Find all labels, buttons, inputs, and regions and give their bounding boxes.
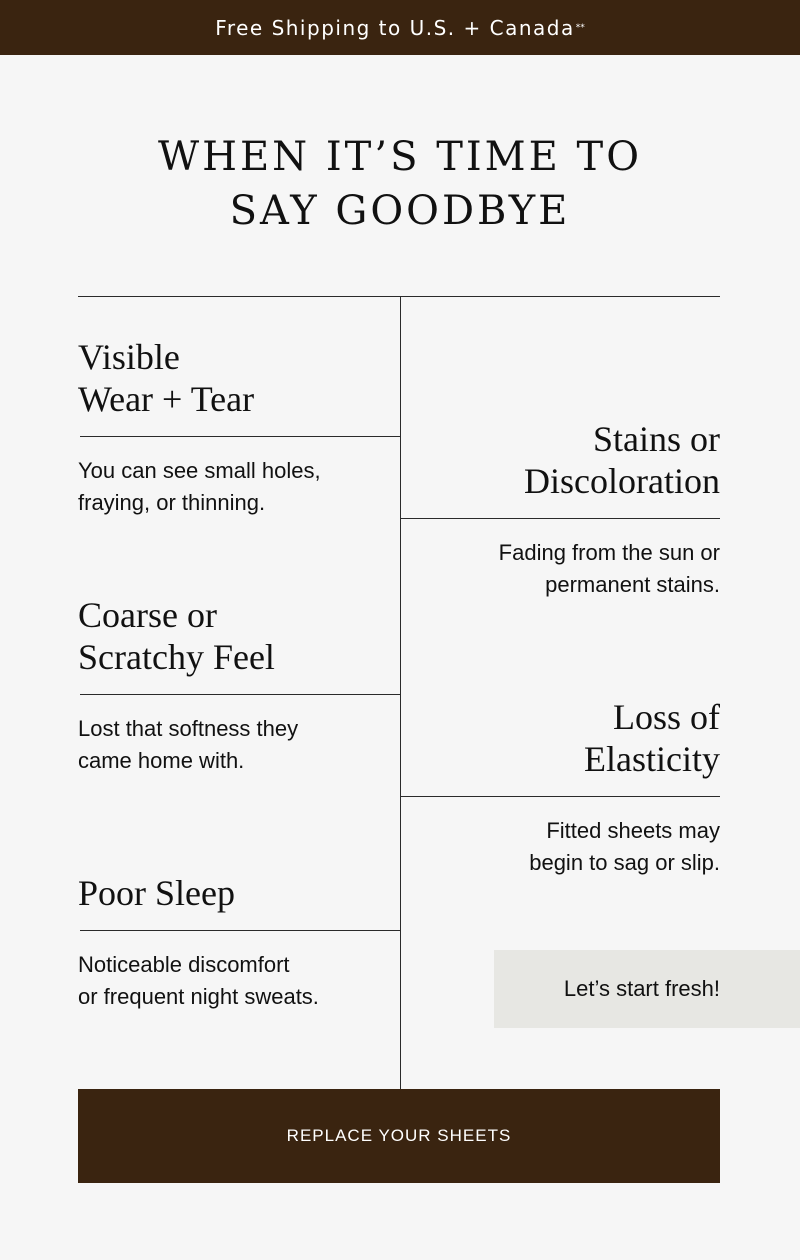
item-body-stains: Fading from the sun or permanent stains. xyxy=(498,540,720,597)
item-body-poor-sleep: Noticeable discomfort or frequent night sweats. xyxy=(78,952,319,1009)
item-heading-coarse: Coarse or Scratchy Feel xyxy=(78,595,275,677)
page-title-line-2: SAY GOODBYE xyxy=(229,188,571,234)
item-heading-elasticity: Loss of Elasticity xyxy=(584,697,720,779)
start-fresh-label: Let’s start fresh! xyxy=(563,976,720,1001)
item-body-wear-tear: You can see small holes, fraying, or thinning. xyxy=(78,458,321,515)
item-body-elasticity: Fitted sheets may begin to sag or slip. xyxy=(529,818,720,875)
shipping-banner-text: Free Shipping to U.S. + Canada xyxy=(215,15,575,40)
item-divider xyxy=(80,930,400,931)
replace-sheets-label: REPLACE YOUR SHEETS xyxy=(286,1126,512,1145)
item-heading-stains: Stains or Discoloration xyxy=(524,419,720,501)
center-divider xyxy=(400,296,401,1089)
start-fresh-callout xyxy=(494,950,800,1028)
shipping-footnote-mark: ** xyxy=(575,22,585,33)
item-body-coarse: Lost that softness they came home with. xyxy=(78,716,299,773)
shipping-banner xyxy=(0,0,800,55)
replace-sheets-button[interactable] xyxy=(78,1089,720,1183)
item-heading-wear-tear: Visible Wear + Tear xyxy=(78,337,255,419)
item-divider xyxy=(80,694,400,695)
page-title xyxy=(0,130,800,238)
item-divider xyxy=(400,796,720,797)
top-divider xyxy=(78,296,720,297)
item-divider xyxy=(80,436,400,437)
item-divider xyxy=(400,518,720,519)
page-title-line-1: WHEN IT’S TIME TO xyxy=(157,134,643,180)
item-heading-poor-sleep: Poor Sleep xyxy=(78,873,235,913)
